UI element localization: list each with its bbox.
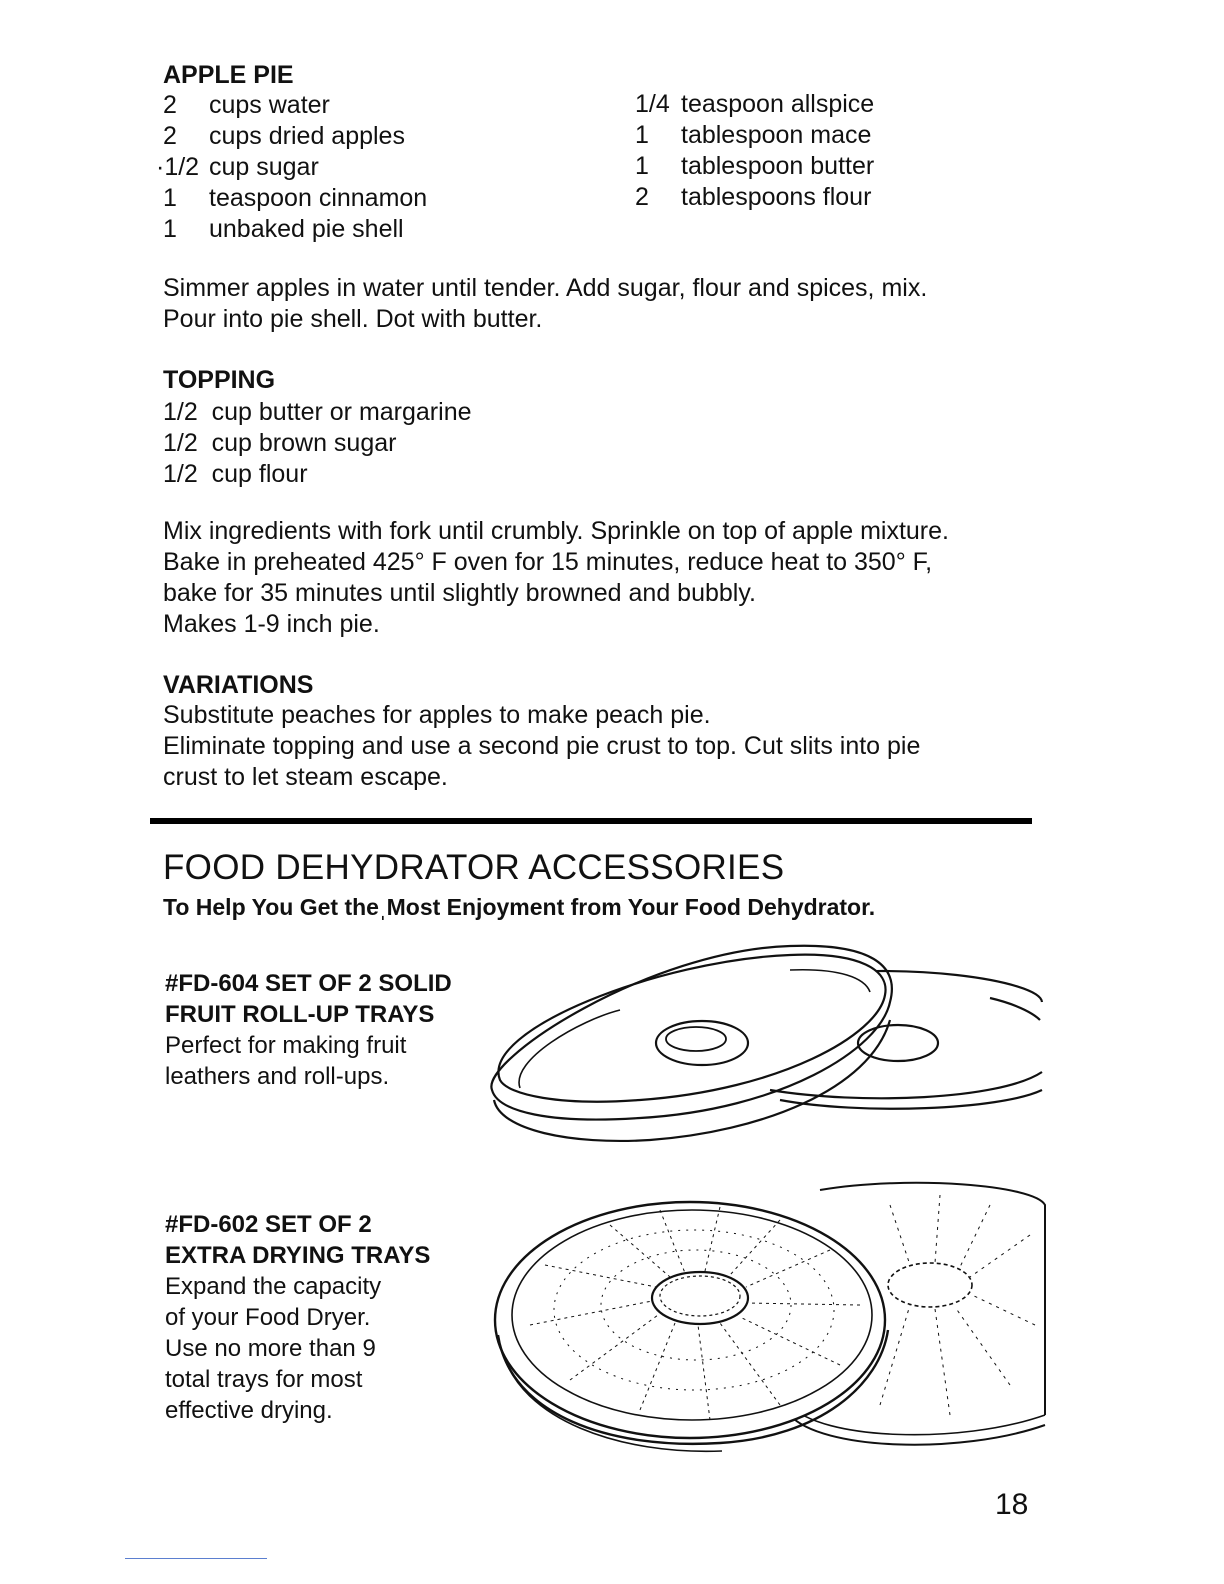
instruction-line: Makes 1-9 inch pie. [163, 610, 380, 638]
instruction-line: Mix ingredients with fork until crumbly. Sprinkle on top of apple mixture. [163, 517, 949, 545]
topping-title: TOPPING [163, 366, 276, 394]
accessory-item-fd602 [165, 1209, 430, 1426]
footer-rule [125, 1558, 267, 1559]
topping-instructions [163, 516, 949, 640]
variation-line: Substitute peaches for apples to make peach pie. [163, 701, 711, 729]
accessories-title: FOOD DEHYDRATOR ACCESSORIES [163, 848, 785, 887]
apple-pie-section [163, 60, 294, 90]
accessory-description: total trays for most [165, 1366, 363, 1393]
ingredient-qty: 1 [635, 152, 649, 180]
ingredient-item: cups dried apples [209, 122, 405, 150]
instruction-line: Pour into pie shell. Dot with butter. [163, 305, 543, 333]
ingredient-item: cup sugar [209, 153, 319, 181]
accessory-item-fd604 [165, 968, 452, 1092]
ingredient-item: teaspoon allspice [681, 90, 875, 118]
variation-line: crust to let steam escape. [163, 763, 448, 791]
accessory-heading: #FD-602 SET OF 2 [165, 1211, 372, 1238]
drying-trays-illustration [490, 1165, 1050, 1465]
accessories-header [163, 848, 875, 921]
ingredient-line [163, 121, 427, 152]
variations-title: VARIATIONS [163, 671, 314, 699]
ingredient-qty: 1 [163, 215, 177, 243]
solid-trays-illustration [480, 940, 1050, 1160]
instruction-line: Bake in preheated 425° F oven for 15 minutes, reduce heat to 350° F, [163, 548, 933, 576]
ingredient-line [635, 182, 874, 213]
ingredient-line [635, 120, 874, 151]
section-divider [150, 818, 1032, 824]
ingredient-line [163, 214, 427, 245]
instruction-line: bake for 35 minutes until slightly browned and bubbly. [163, 579, 756, 607]
ingredient-item: unbaked pie shell [209, 215, 404, 243]
apple-pie-instructions [163, 273, 927, 335]
accessory-description: effective drying. [165, 1397, 333, 1424]
ingredient-item: tablespoon mace [681, 121, 872, 149]
apple-pie-title: APPLE PIE [163, 61, 294, 89]
ingredient-item: teaspoon cinnamon [209, 184, 428, 212]
topping-ingredient: 1/2 cup brown sugar [163, 429, 397, 457]
accessory-heading: #FD-604 SET OF 2 SOLID [165, 970, 452, 997]
ingredient-qty: 1/4 [635, 90, 670, 118]
ingredient-item: tablespoon butter [681, 152, 875, 180]
topping-ingredient: 1/2 cup flour [163, 460, 308, 488]
accessory-description: Expand the capacity [165, 1273, 382, 1300]
ingredient-qty: 2 [163, 122, 177, 150]
ingredient-qty: 2 [163, 91, 177, 119]
apple-pie-ingredients-right [635, 89, 874, 213]
instruction-line: Simmer apples in water until tender. Add sugar, flour and spices, mix. [163, 274, 928, 302]
ingredient-qty: 1 [635, 121, 649, 149]
ingredient-line [635, 151, 874, 182]
ingredient-qty: 2 [635, 183, 649, 211]
accessories-subtitle: To Help You Get theˌMost Enjoyment from Your Food Dehydrator. [163, 894, 876, 920]
variations-section [163, 670, 920, 793]
ingredient-qty: 1 [163, 184, 177, 212]
ingredient-line [635, 89, 874, 120]
accessory-description: of your Food Dryer. [165, 1304, 371, 1331]
accessory-description: leathers and roll-ups. [165, 1063, 390, 1090]
topping-section [163, 365, 472, 490]
apple-pie-ingredients-left [156, 90, 428, 245]
page-number: 18 [995, 1488, 1029, 1521]
accessory-heading: EXTRA DRYING TRAYS [165, 1242, 431, 1269]
ingredient-line [163, 183, 427, 214]
ingredient-line [163, 90, 427, 121]
accessory-description: Perfect for making fruit [165, 1032, 407, 1059]
accessory-description: Use no more than 9 [165, 1335, 376, 1362]
ingredient-qty: ·1/2 [156, 153, 200, 181]
ingredient-item: cups water [209, 91, 330, 119]
variation-line: Eliminate topping and use a second pie crust to top. Cut slits into pie [163, 732, 921, 760]
topping-ingredient: 1/2 cup butter or margarine [163, 398, 472, 426]
ingredient-line [156, 152, 427, 183]
accessory-heading: FRUIT ROLL-UP TRAYS [165, 1001, 435, 1028]
ingredient-item: tablespoons flour [681, 183, 872, 211]
